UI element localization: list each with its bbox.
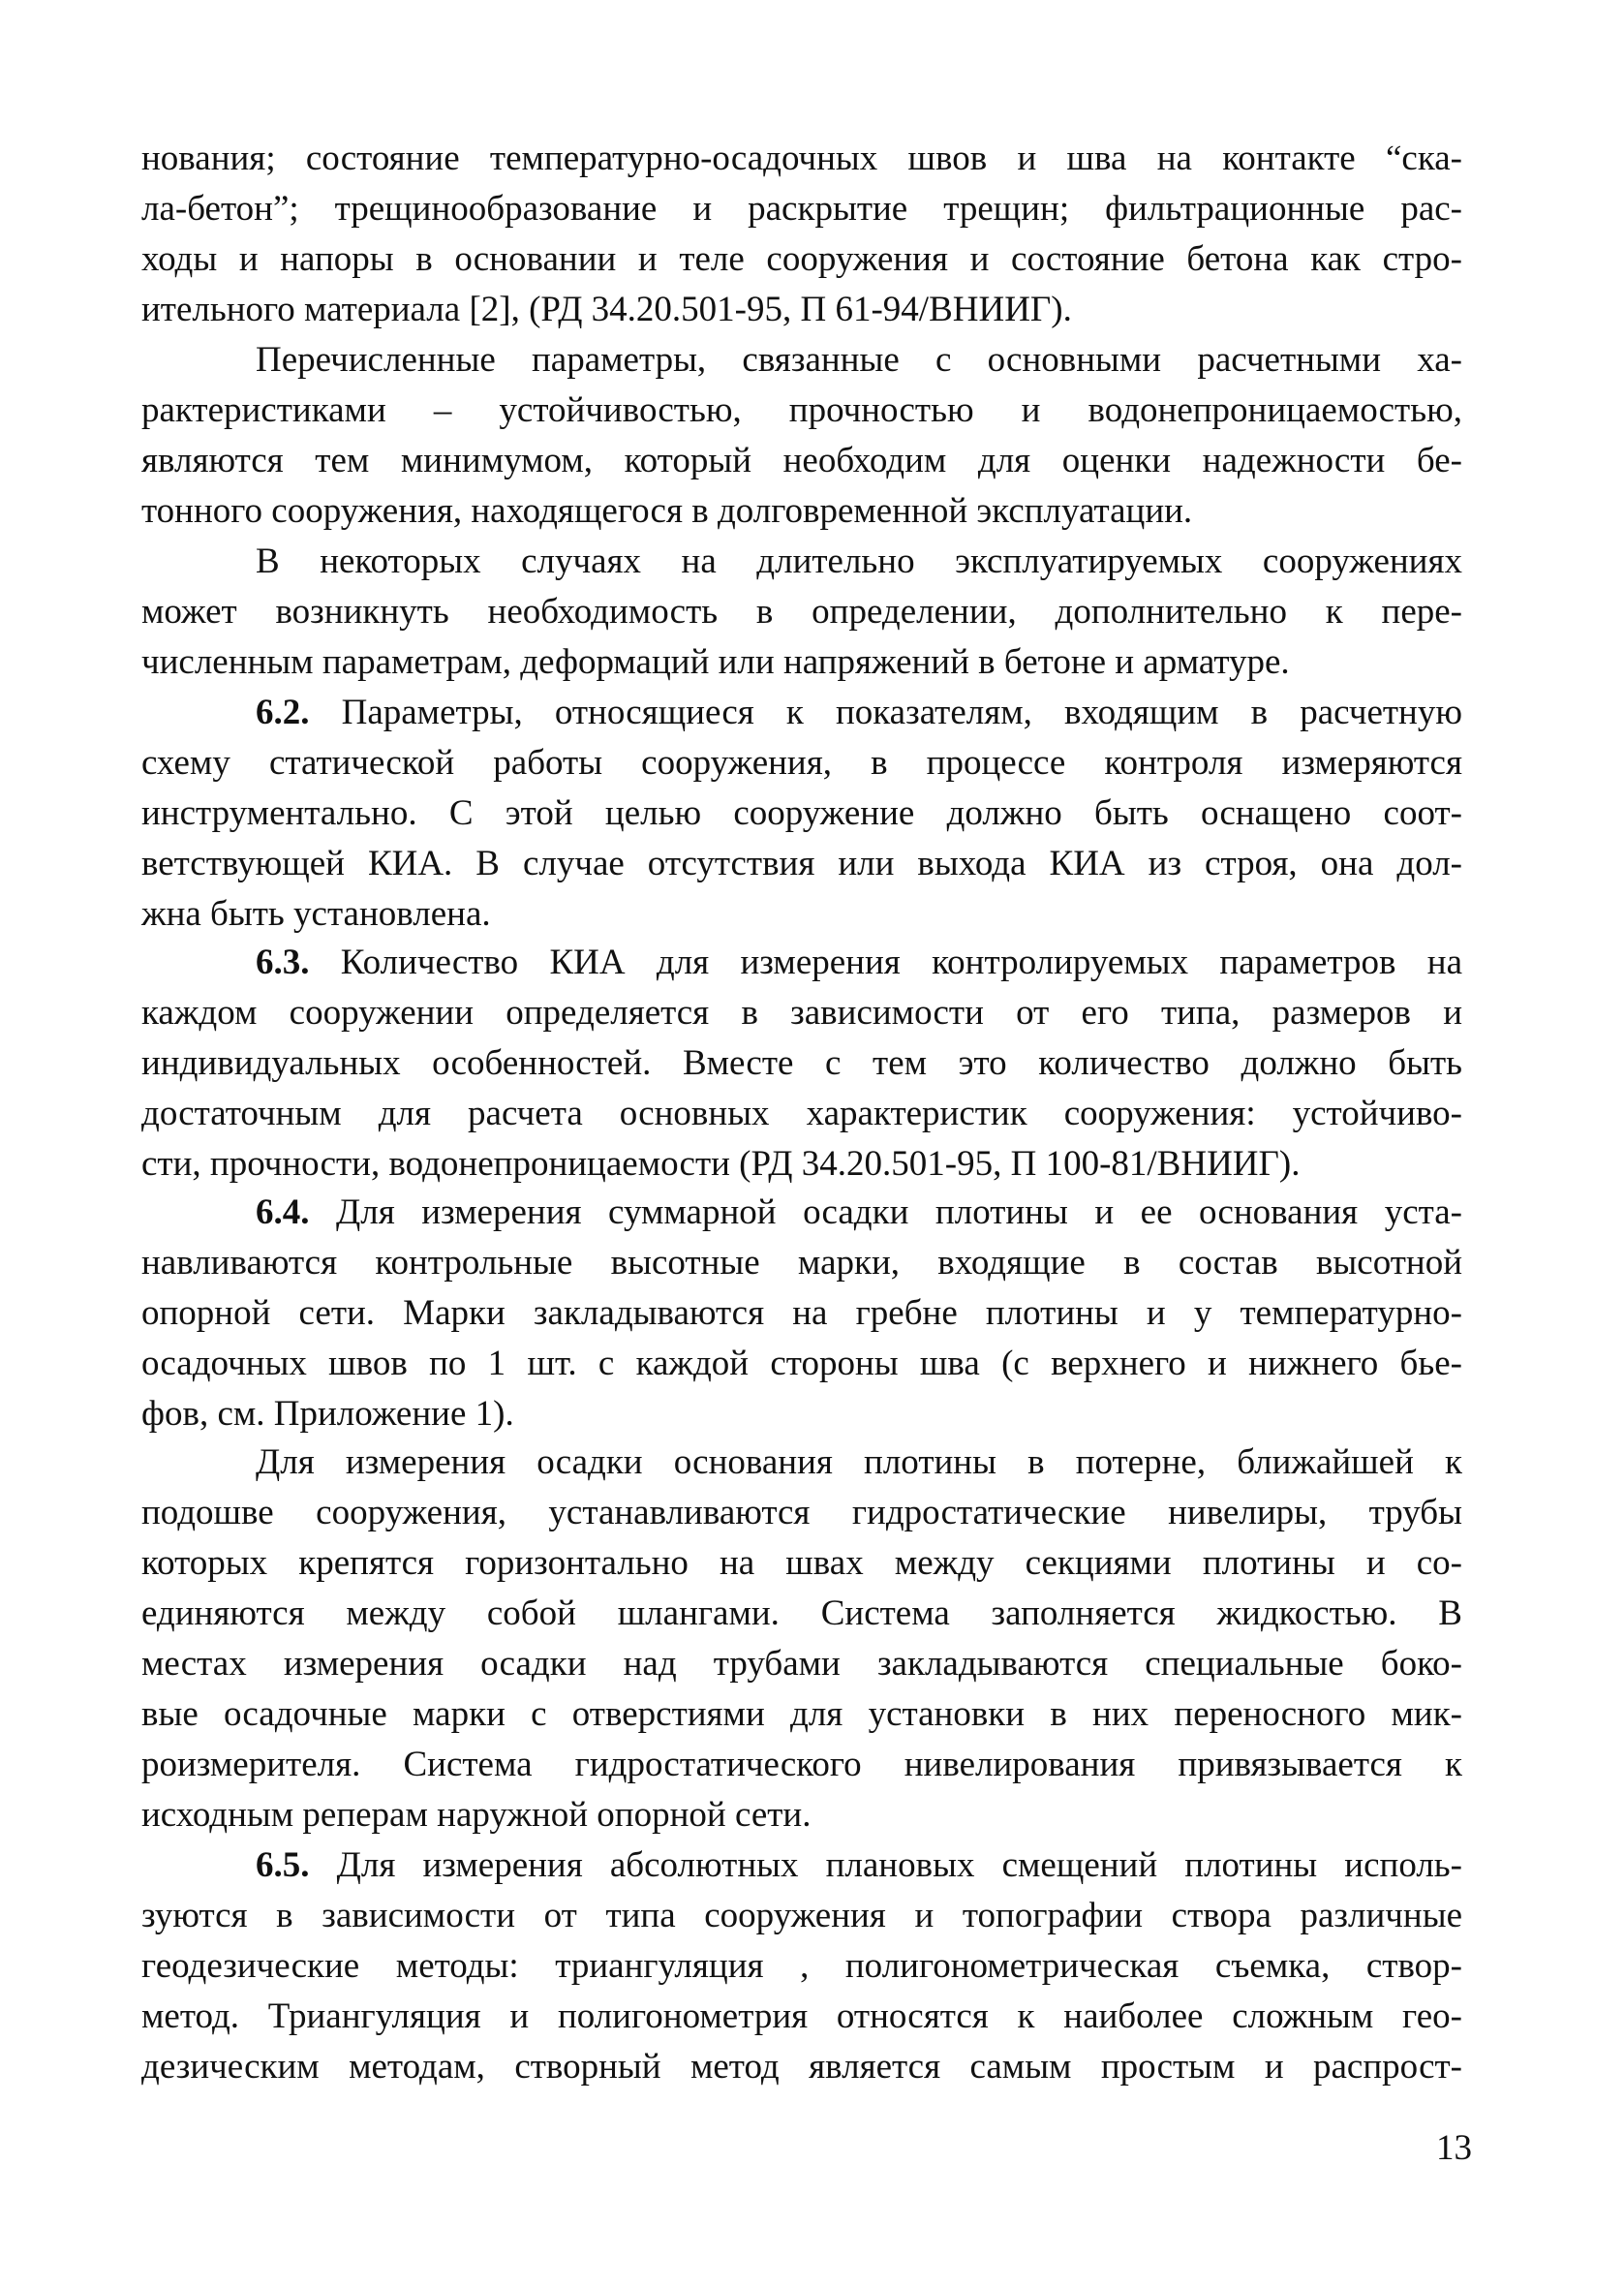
- section-6-3: [141, 938, 1462, 1190]
- text-line: В некоторых случаях на длительно эксплуатируемых сооружениях: [256, 541, 1462, 581]
- text-line: сти, прочности, водонепроницаемости (РД 34.20.501-95, П 100-81/ВНИИГ).: [141, 1144, 1301, 1184]
- text-line: достаточным для расчета основных характеристик сооружения: устойчиво-: [141, 1094, 1462, 1133]
- section-number: 6.4.: [256, 1192, 310, 1232]
- section-6-4: [141, 1188, 1462, 1439]
- text-line: местах измерения осадки над трубами закладываются специальные боко-: [141, 1644, 1462, 1684]
- text-line: метод. Триангуляция и полигонометрия относятся к наиболее сложным гео-: [141, 1996, 1462, 2036]
- text-line: рактеристиками – устойчивостью, прочностью и водонепроницаемостью,: [141, 390, 1462, 430]
- text-line-rest: Параметры, относящиеся к показателям, входящим в расчетную: [309, 693, 1462, 732]
- text-line: [141, 1840, 1462, 1891]
- text-line: исходным реперам наружной опорной сети.: [141, 1795, 812, 1835]
- page-number: 13: [1436, 2128, 1472, 2168]
- paragraph-cases: [141, 537, 1462, 688]
- text-line: [141, 938, 1462, 988]
- text-line: навливаются контрольные высотные марки, входящие в состав высотной: [141, 1243, 1462, 1283]
- text-line: опорной сети. Марки закладываются на гребне плотины и у температурно-: [141, 1293, 1462, 1333]
- text-line-rest: Для измерения абсолютных плановых смещений плотины исполь-: [309, 1845, 1462, 1885]
- section-6-2: [141, 688, 1462, 940]
- section-number: 6.2.: [256, 693, 310, 732]
- paragraph-foundation-settlement: [141, 1438, 1462, 1840]
- text-line: [141, 688, 1462, 738]
- text-line: Перечисленные параметры, связанные с основными расчетными ха-: [256, 340, 1462, 380]
- section-number: 6.5.: [256, 1845, 310, 1885]
- text-line-rest: Для измерения суммарной осадки плотины и ее основания уста-: [309, 1192, 1462, 1232]
- text-line: индивидуальных особенностей. Вместе с тем это количество должно быть: [141, 1043, 1462, 1083]
- text-line: фов, см. Приложение 1).: [141, 1394, 514, 1434]
- text-line: единяются между собой шлангами. Система заполняется жидкостью. В: [141, 1593, 1462, 1633]
- text-line: которых крепятся горизонтально на швах между секциями плотины и со-: [141, 1543, 1462, 1583]
- text-line: [141, 1188, 1462, 1238]
- text-line: геодезические методы: триангуляция , полигонометрическая съемка, створ-: [141, 1946, 1462, 1986]
- section-number: 6.3.: [256, 943, 310, 982]
- text-line: жна быть установлена.: [141, 894, 491, 934]
- text-line: может возникнуть необходимость в определении, дополнительно к пере-: [141, 592, 1462, 632]
- text-line: Для измерения осадки основания плотины в потерне, ближайшей к: [256, 1442, 1462, 1482]
- section-6-5: [141, 1840, 1462, 2092]
- text-line: зуются в зависимости от типа сооружения и топографии створа различные: [141, 1896, 1462, 1935]
- text-line: ветствующей КИА. В случае отсутствия или выхода КИА из строя, она дол-: [141, 844, 1462, 883]
- text-line: роизмерителя. Система гидростатического нивелирования привязывается к: [141, 1745, 1462, 1784]
- text-line-rest: Количество КИА для измерения контролируемых параметров на: [309, 943, 1462, 982]
- text-line: ла-бетон”; трещинообразование и раскрытие трещин; фильтрационные рас-: [141, 189, 1462, 229]
- text-line: ходы и напоры в основании и теле сооружения и состояние бетона как стро-: [141, 239, 1462, 279]
- text-line: тонного сооружения, находящегося в долговременной эксплуатации.: [141, 491, 1193, 531]
- text-line: ительного материала [2], (РД 34.20.501-95, П 61-94/ВНИИГ).: [141, 290, 1072, 329]
- text-line: осадочных швов по 1 шт. с каждой стороны шва (с верхнего и нижнего бье-: [141, 1344, 1462, 1383]
- text-line: являются тем минимумом, который необходим для оценки надежности бе-: [141, 441, 1462, 480]
- text-line: дезическим методам, створный метод является самым простым и распрост-: [141, 2047, 1462, 2087]
- text-line: численным параметрам, деформаций или напряжений в бетоне и арматуре.: [141, 642, 1290, 682]
- text-line: подошве сооружения, устанавливаются гидростатические нивелиры, трубы: [141, 1493, 1462, 1532]
- paragraph-parameters: [141, 335, 1462, 537]
- text-line: каждом сооружении определяется в зависимости от его типа, размеров и: [141, 993, 1462, 1033]
- text-line: схему статической работы сооружения, в процессе контроля измеряются: [141, 743, 1462, 783]
- paragraph-continuation: [141, 134, 1462, 335]
- text-line: инструментально. С этой целью сооружение должно быть оснащено соот-: [141, 793, 1462, 833]
- text-line: нования; состояние температурно-осадочных швов и шва на контакте “ска-: [141, 139, 1462, 178]
- text-line: вые осадочные марки с отверстиями для установки в них переносного мик-: [141, 1694, 1462, 1734]
